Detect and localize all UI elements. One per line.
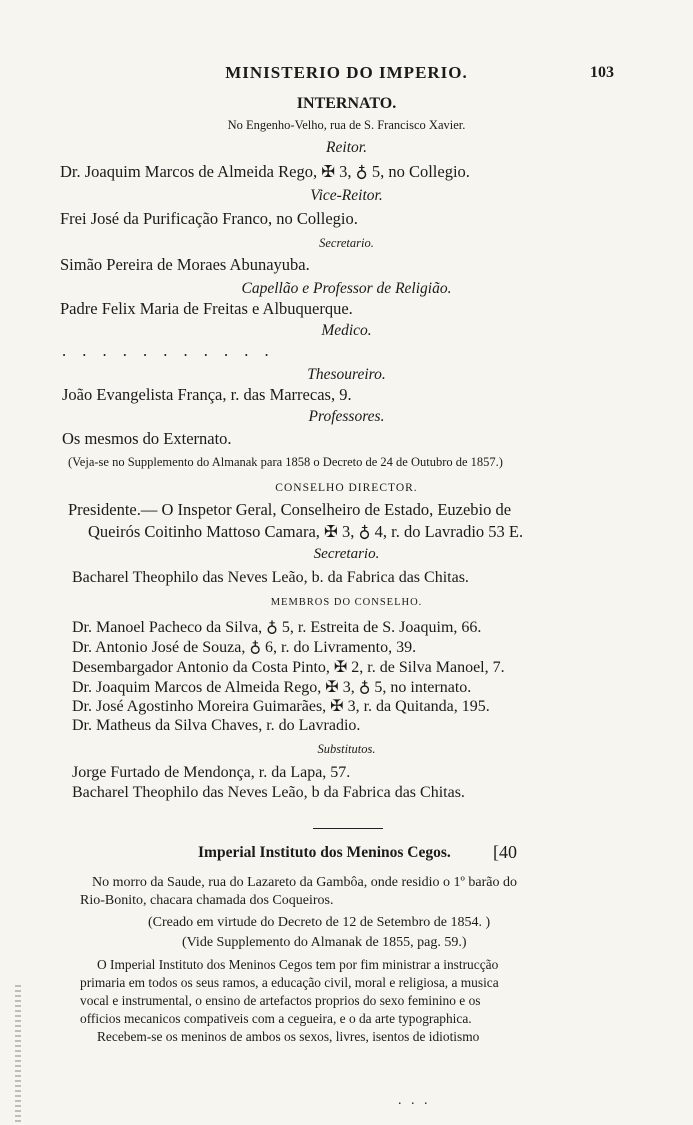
heading-reitor: Reitor. [326, 139, 367, 156]
entry-professores: Os mesmos do Externato. [62, 429, 232, 448]
heading-vice-reitor: Vice-Reitor. [310, 187, 383, 204]
heading-capellao: Capellão e Professor de Religião. [241, 280, 452, 297]
entry-presidente-line1: Presidente.— O Inspetor Geral, Conselheiro de Estado, Euzebio de [68, 500, 512, 519]
footer-dots: . . . [398, 1093, 431, 1108]
entry-thesoureiro: João Evangelista França, r. das Marrecas, 9. [62, 385, 352, 404]
member-entry: Dr. Joaquim Marcos de Almeida Rego, ✠ 3, ♁ 5, no internato. [72, 679, 472, 696]
medico-dots: . . . . . . . . . . . [62, 341, 275, 360]
instituto-number: [40 [493, 842, 517, 862]
section-divider [313, 828, 383, 829]
entry-secretario: Simão Pereira de Moraes Abunayuba. [60, 255, 310, 274]
instituto-address-line1: No morro da Saude, rua do Lazareto da Gambôa, onde residio o 1º barão do [92, 875, 517, 890]
entry-presidente-line2: Queirós Coitinho Mattoso Camara, ✠ 3, ♁ 4, r. do Lavradio 53 E. [88, 522, 524, 541]
paragraph-line: O Imperial Instituto dos Meninos Cegos tem por fim ministrar a instrucção [97, 957, 499, 972]
member-entry: Dr. Antonio José de Souza, ♁ 6, r. do Livramento, 39. [72, 639, 417, 656]
heading-membros: MEMBROS DO CONSELHO. [270, 597, 423, 608]
paragraph-line: vocal e instrumental, o ensino de artefactos proprios do sexo feminino e os [80, 993, 481, 1008]
binding-edge-mark [15, 985, 21, 1125]
paragraph-line: officios mecanicos compativeis com a cegueira, e o da arte typographica. [80, 1011, 472, 1026]
entry-reitor: Dr. Joaquim Marcos de Almeida Rego, ✠ 3, ♁ 5, no Collegio. [60, 162, 470, 181]
page-number: 103 [590, 64, 614, 81]
member-entry: Desembargador Antonio da Costa Pinto, ✠ 2, r. de Silva Manoel, 7. [72, 659, 505, 676]
entry-vice-reitor: Frei José da Purificação Franco, no Collegio. [60, 209, 358, 228]
instituto-title: Imperial Instituto dos Meninos Cegos. [198, 844, 451, 861]
section-title: INTERNATO. [296, 95, 397, 112]
member-entry: Dr. Matheus da Silva Chaves, r. do Lavradio. [72, 717, 361, 734]
paragraph-line: primaria em todos os seus ramos, a educação civil, moral e religiosa, a musica [80, 975, 499, 990]
address-line: No Engenho-Velho, rua de S. Francisco Xavier. [227, 118, 466, 132]
heading-conselho-director: CONSELHO DIRECTOR. [275, 482, 418, 494]
heading-medico: Medico. [321, 322, 372, 339]
running-header: MINISTERIO DO IMPERIO. [225, 63, 468, 82]
instituto-vide: (Vide Supplemento do Almanak de 1855, pag. 59.) [182, 935, 467, 950]
instituto-creado: (Creado em virtude do Decreto de 12 de Setembro de 1854. ) [148, 915, 491, 930]
substituto-entry: Jorge Furtado de Mendonça, r. da Lapa, 57. [72, 764, 351, 781]
instituto-address-line2: Rio-Bonito, chacara chamada dos Coqueiros. [80, 893, 334, 908]
heading-substitutos: Substitutos. [317, 742, 376, 756]
heading-secretario: Secretario. [319, 236, 374, 250]
entry-capellao: Padre Felix Maria de Freitas e Albuquerque. [60, 299, 353, 318]
member-entry: Dr. José Agostinho Moreira Guimarães, ✠ 3, r. da Quitanda, 195. [72, 698, 490, 715]
member-entry: Dr. Manoel Pacheco da Silva, ♁ 5, r. Estreita de S. Joaquim, 66. [72, 619, 482, 636]
paragraph-line: Recebem-se os meninos de ambos os sexos, livres, isentos de idiotismo [97, 1029, 480, 1044]
heading-conselho-secretario: Secretario. [313, 546, 380, 562]
supplement-note: (Veja-se no Supplemento do Almanak para 1858 o Decreto de 24 de Outubro de 1857.) [68, 455, 503, 469]
entry-conselho-secretario: Bacharel Theophilo das Neves Leão, b. da Fabrica das Chitas. [72, 569, 469, 586]
substituto-entry: Bacharel Theophilo das Neves Leão, b da Fabrica das Chitas. [72, 784, 465, 801]
heading-thesoureiro: Thesoureiro. [307, 366, 386, 383]
heading-professores: Professores. [308, 408, 385, 425]
